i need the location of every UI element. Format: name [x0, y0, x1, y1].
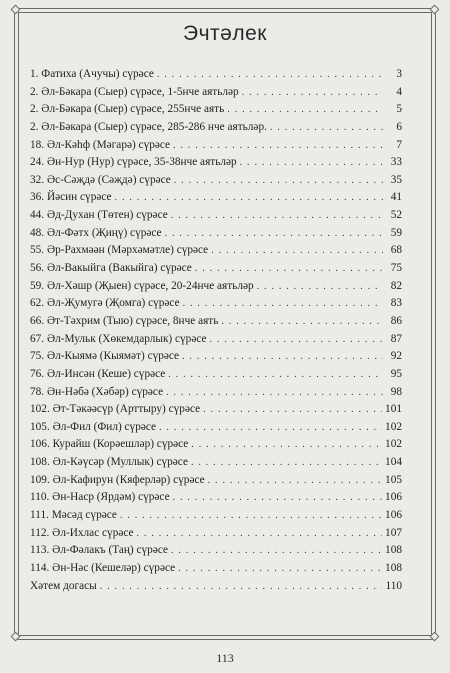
page-title: Эчтәлек: [183, 22, 267, 45]
dot-leader: [168, 366, 383, 384]
toc-entry-page: 59: [390, 226, 402, 239]
toc-entry[interactable]: [30, 436, 402, 454]
toc-entry[interactable]: [30, 419, 402, 437]
toc-entry-title: 66. Әт-Тәхрим (Тыю) сүрәсе, 8нче аять: [30, 314, 219, 327]
toc-entry-page: 75: [390, 262, 402, 275]
toc-entry-page: 4: [396, 85, 402, 98]
toc-entry[interactable]: [30, 507, 402, 525]
toc-entry-page: 6: [396, 120, 402, 133]
toc-entry-title: 106. Курайш (Корәешләр) сүрәсе: [30, 438, 189, 451]
toc-entry-title: 105. Әл-Фил (Фил) сүрәсе: [30, 420, 157, 433]
toc-entry[interactable]: [30, 154, 402, 172]
dot-leader: [208, 472, 382, 490]
toc-entry[interactable]: [30, 172, 402, 190]
toc-entry-title: 76. Әл-Инсән (Кеше) сүрәсе: [30, 367, 166, 380]
dot-leader: [157, 66, 383, 84]
toc-entry[interactable]: [30, 119, 402, 137]
toc-entry-page: 52: [390, 209, 402, 222]
toc-entry[interactable]: [30, 189, 402, 207]
dot-leader: [182, 348, 383, 366]
toc-entry-title: 32. Әс-Сәҗдә (Сәҗдә) сүрәсе: [30, 173, 171, 186]
page-number: 113: [216, 651, 234, 665]
toc-entry[interactable]: [30, 225, 402, 243]
toc-entry[interactable]: [30, 401, 402, 419]
toc-entry[interactable]: [30, 542, 402, 560]
toc-entry-page: 107: [385, 526, 402, 539]
toc-entry[interactable]: [30, 313, 402, 331]
toc-entry[interactable]: [30, 66, 402, 84]
dot-leader: [100, 578, 383, 596]
dot-leader: [240, 154, 383, 172]
toc-entry-title: 67. Әл-Мульк (Хөкемдарлык) сүрәсе: [30, 332, 207, 345]
toc-entry-page: 68: [390, 244, 402, 257]
toc-entry[interactable]: [30, 84, 402, 102]
toc-entry[interactable]: [30, 366, 402, 384]
toc-entry-title: 44. Әд-Духан (Төтен) сүрәсе: [30, 209, 168, 222]
dot-leader: [166, 384, 383, 402]
toc-entry-title: 113. Әл-Фәлакъ (Таң) сүрәсе: [30, 544, 168, 557]
toc-entry-page: 5: [396, 103, 402, 116]
toc-entry[interactable]: [30, 260, 402, 278]
dot-leader: [270, 119, 383, 137]
toc-entry-page: 41: [390, 191, 402, 204]
toc-entry-title: 112. Әл-Ихлас сүрәсе: [30, 526, 134, 539]
toc-entry[interactable]: [30, 295, 402, 313]
dot-leader: [191, 454, 382, 472]
toc-entry[interactable]: [30, 560, 402, 578]
toc-entry-title: 109. Әл-Кафирун (Кяферләр) сүрәсе: [30, 473, 205, 486]
toc-entry[interactable]: [30, 207, 402, 225]
dot-leader: [171, 207, 383, 225]
dot-leader: [257, 278, 383, 296]
toc-entry[interactable]: [30, 454, 402, 472]
toc-entry-page: 83: [390, 297, 402, 310]
dot-leader: [178, 560, 382, 578]
toc-entry-title: 111. Мәсәд сүрәсе: [30, 509, 117, 522]
toc-entry-page: 106: [385, 491, 402, 504]
dot-leader: [203, 401, 382, 419]
toc-entry-title: 48. Әл-Фәтх (Җиңү) сүрәсе: [30, 226, 162, 239]
toc-entry-title: 102. Әт-Тәкәәсүр (Арттыру) сүрәсе: [30, 403, 201, 416]
toc-entry-page: 82: [390, 279, 402, 292]
toc-entry[interactable]: [30, 472, 402, 490]
dot-leader: [211, 242, 383, 260]
toc-entry-page: 110: [385, 579, 402, 592]
toc-entry[interactable]: [30, 137, 402, 155]
toc-entry-title: 114. Ән-Нәс (Кешеләр) сүрәсе: [30, 561, 176, 574]
toc-entry[interactable]: [30, 242, 402, 260]
toc-entry-title: 59. Әл-Хәшр (Җыен) сүрәсе, 20-24нче аятьләр: [30, 279, 254, 292]
toc-entry[interactable]: [30, 348, 402, 366]
table-of-contents: [30, 66, 402, 595]
toc-entry[interactable]: [30, 384, 402, 402]
toc-entry-page: 102: [385, 420, 402, 433]
toc-entry-page: 7: [396, 138, 402, 151]
toc-entry-title: 55. Әр-Рахмәән (Мәрхәмәтле) сүрәсе: [30, 244, 209, 257]
dot-leader: [159, 419, 382, 437]
dot-leader: [173, 137, 383, 155]
toc-entry-page: 105: [385, 473, 402, 486]
toc-entry-title: 36. Йәсин сүрәсе: [30, 191, 112, 204]
toc-entry-page: 92: [390, 350, 402, 363]
toc-entry[interactable]: [30, 331, 402, 349]
toc-entry-title: 108. Әл-Кәүсәр (Муллык) сүрәсе: [30, 456, 188, 469]
toc-entry-title: 62. Әл-Җумугә (Җомга) сүрәсе: [30, 297, 180, 310]
dot-leader: [115, 189, 383, 207]
toc-entry-title: Хәтем догасы: [30, 579, 97, 592]
toc-entry[interactable]: [30, 101, 402, 119]
dot-leader: [171, 542, 382, 560]
dot-leader: [221, 313, 383, 331]
toc-entry-page: 104: [385, 456, 402, 469]
toc-entry-page: 95: [390, 367, 402, 380]
toc-entry-page: 102: [385, 438, 402, 451]
toc-entry-title: 56. Әл-Вакыйга (Вакыйга) сүрәсе: [30, 262, 192, 275]
toc-entry[interactable]: [30, 525, 402, 543]
toc-entry-title: 1. Фатиха (Ачучы) сүрәсе: [30, 68, 154, 80]
toc-entry-page: 108: [385, 544, 402, 557]
toc-entry-page: 98: [390, 385, 402, 398]
toc-entry-title: 2. Әл-Бәкара (Сыер) сүрәсе, 285-286 нче аятьләр.: [30, 120, 267, 133]
dot-leader: [183, 295, 383, 313]
dot-leader: [227, 101, 383, 119]
dot-leader: [137, 525, 383, 543]
toc-entry-title: 2. Әл-Бәкара (Сыер) сүрәсе, 1-5нче аятьләр: [30, 85, 239, 98]
toc-entry-page: 87: [390, 332, 402, 345]
toc-entry-page: 3: [396, 68, 402, 80]
toc-entry-title: 2. Әл-Бәкара (Сыер) сүрәсе, 255нче аять: [30, 103, 225, 116]
toc-entry-title: 78. Ән-Нәбә (Хәбәр) сүрәсе: [30, 385, 164, 398]
toc-entry-title: 24. Ән-Нур (Нур) сүрәсе, 35-38нче аятьләр: [30, 156, 237, 169]
toc-entry-page: 108: [385, 561, 402, 574]
dot-leader: [191, 436, 382, 454]
dot-leader: [195, 260, 383, 278]
dot-leader: [120, 507, 382, 525]
dot-leader: [210, 331, 383, 349]
toc-entry-title: 18. Әл-Кәһф (Мәгарә) сүрәсе: [30, 138, 171, 151]
toc-entry-page: 86: [390, 314, 402, 327]
toc-entry[interactable]: [30, 489, 402, 507]
toc-entry-page: 101: [385, 403, 402, 416]
toc-entry-page: 35: [390, 173, 402, 186]
toc-entry-title: 75. Әл-Кыямә (Кыямәт) сүрәсе: [30, 350, 180, 363]
dot-leader: [174, 172, 383, 190]
dot-leader: [173, 489, 382, 507]
dot-leader: [242, 84, 383, 102]
toc-entry-title: 110. Ән-Наср (Ярдәм) сүрәсе: [30, 491, 170, 504]
toc-entry-page: 106: [385, 509, 402, 522]
dot-leader: [165, 225, 383, 243]
toc-entry-page: 33: [390, 156, 402, 169]
toc-entry[interactable]: [30, 278, 402, 296]
toc-entry[interactable]: [30, 578, 402, 596]
